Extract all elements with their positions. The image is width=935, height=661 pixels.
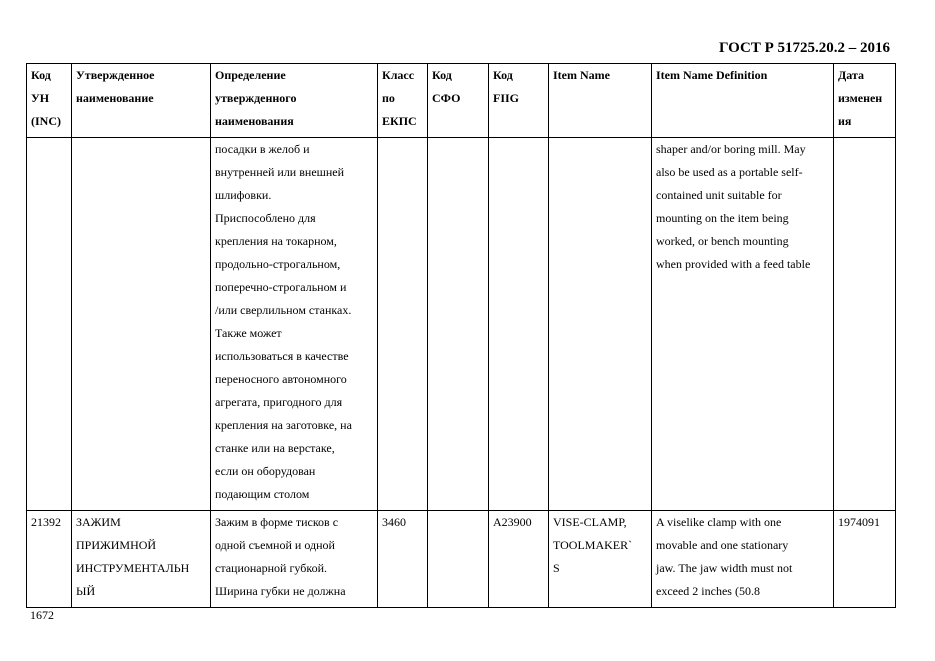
item-name-text: VISE-CLAMP, TOOLMAKER` S (553, 515, 633, 575)
header-inc-label: Код УН (INC) (31, 68, 61, 128)
header-inc (27, 64, 72, 138)
item-names-table (26, 63, 896, 608)
cell-approved-name (72, 511, 211, 608)
header-sfo-code-label: Код СФО (432, 68, 461, 105)
cell-change-date (834, 511, 896, 608)
cell-fiig-code (489, 511, 549, 608)
header-definition (211, 64, 378, 138)
definition-text: посадки в желоб и внутренней или внешней шлифовки. Приспособлено для крепления на токарном, продольно-строгальном, поперечно-строгальном и /или сверлильном станках. Также может использоваться в качестве переносного автономного агрегата, пригодного для крепления на заготовке, на станке или на верстаке, если он оборудован подающим столом (215, 142, 352, 501)
cell-sfo-code (428, 511, 489, 608)
header-approved-name (72, 64, 211, 138)
cell-item-name (549, 511, 652, 608)
cell-definition (211, 138, 378, 511)
inc-code: 21392 (31, 515, 61, 529)
item-name-definition-text: A viselike clamp with one movable and one stationary jaw. The jaw width must not exceed 2 inches (50.8 (656, 515, 793, 598)
cell-ekps-class (378, 138, 428, 511)
header-item-name-label: Item Name (553, 68, 610, 82)
cell-ekps-class (378, 511, 428, 608)
standard-number: ГОСТ Р 51725.20.2 – 2016 (718, 40, 890, 56)
page-number: 1672 (30, 608, 54, 622)
cell-item-name (549, 138, 652, 511)
header-fiig-code (489, 64, 549, 138)
cell-item-name-definition (652, 511, 834, 608)
header-approved-name-label: Утвержденное наименование (76, 68, 155, 105)
header-ekps-class (378, 64, 428, 138)
item-name-definition-text: shaper and/or boring mill. May also be used as a portable self- contained unit suitable for mounting on the item being worked, or bench mounting when provided with a feed table (656, 142, 811, 271)
table-row (27, 138, 896, 511)
approved-name-text: ЗАЖИМ ПРИЖИМНОЙ ИНСТРУМЕНТАЛЬН ЫЙ (76, 515, 190, 598)
header-item-name (549, 64, 652, 138)
header-item-name-definition-label: Item Name Definition (656, 68, 768, 82)
cell-inc (27, 138, 72, 511)
header-sfo-code (428, 64, 489, 138)
cell-sfo-code (428, 138, 489, 511)
header-change-date (834, 64, 896, 138)
cell-change-date (834, 138, 896, 511)
change-date-value: 1974091 (838, 515, 880, 529)
header-change-date-label: Дата изменен ия (838, 68, 883, 128)
header-fiig-code-label: Код FIIG (493, 68, 520, 105)
header-definition-label: Определение утвержденного наименования (215, 68, 297, 128)
table-row (27, 511, 896, 608)
cell-fiig-code (489, 138, 549, 511)
definition-text: Зажим в форме тисков с одной съемной и одной стационарной губкой. Ширина губки не должна (215, 515, 346, 598)
cell-inc (27, 511, 72, 608)
cell-item-name-definition (652, 138, 834, 511)
cell-definition (211, 511, 378, 608)
header-row (27, 64, 896, 138)
header-ekps-class-label: Класс по ЕКПС (382, 68, 417, 128)
ekps-class-value: 3460 (382, 515, 406, 529)
header-item-name-definition (652, 64, 834, 138)
cell-approved-name (72, 138, 211, 511)
fiig-code-value: A23900 (493, 515, 532, 529)
